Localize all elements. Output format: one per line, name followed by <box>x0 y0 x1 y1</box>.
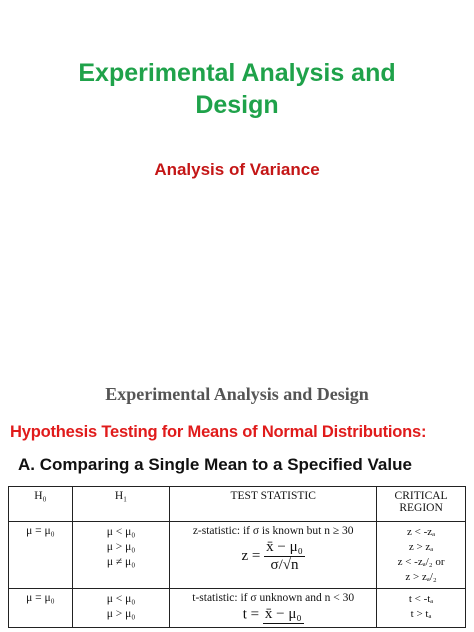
header-h0: H₀ <box>9 487 73 522</box>
critical-value: z > zₐ/₂ <box>405 571 437 583</box>
cell-test-statistic <box>170 522 377 589</box>
header-test-statistic: TEST STATISTIC <box>170 487 377 522</box>
slide-subtitle: Analysis of Variance <box>154 160 320 179</box>
hypothesis-table <box>8 486 466 628</box>
h1-option: μ ≠ μ₀ <box>106 556 136 568</box>
cell-critical-region <box>377 589 466 628</box>
slide-title-line1: Experimental Analysis and <box>78 59 396 87</box>
table-header-row <box>9 487 466 522</box>
z-formula <box>242 539 305 574</box>
cell-h0: μ = μ₀ <box>9 522 73 589</box>
table-row <box>9 589 466 628</box>
cell-h1 <box>72 522 169 589</box>
t-formula <box>243 606 304 624</box>
table-row <box>9 522 466 589</box>
formula-lhs: z = <box>241 547 261 564</box>
formula-fraction <box>264 539 305 574</box>
subsection-heading: A. Comparing a Single Mean to a Specified Value <box>18 455 412 474</box>
cell-h0: μ = μ₀ <box>9 589 73 628</box>
header-h1: H₁ <box>72 487 169 522</box>
cell-test-statistic <box>170 589 377 628</box>
formula-fraction <box>263 606 304 624</box>
slide-title-line2: Design <box>195 91 279 119</box>
formula-lhs: t = <box>242 606 260 623</box>
statistic-description: z-statistic: if σ is known but n ≥ 30 <box>192 525 354 537</box>
h1-option: μ > μ₀ <box>106 608 136 620</box>
course-title: Experimental Analysis and Design <box>105 384 369 404</box>
critical-value: z > zₐ <box>408 541 434 553</box>
h1-option: μ < μ₀ <box>106 526 136 538</box>
header-critical-region: CRITICAL REGION <box>377 487 466 522</box>
h1-option: μ < μ₀ <box>106 593 136 605</box>
critical-value: t > tₐ <box>410 608 432 620</box>
formula-denominator: σ/√n <box>270 557 299 573</box>
h1-option: μ > μ₀ <box>106 541 136 553</box>
formula-numerator: x̄ − μ₀ <box>264 606 302 622</box>
cell-critical-region <box>377 522 466 589</box>
section-heading: Hypothesis Testing for Means of Normal Distributions: <box>10 423 427 441</box>
cell-h1 <box>72 589 169 628</box>
critical-value: t < -tₐ <box>408 593 434 605</box>
critical-value: z < -zₐ/₂ or <box>397 556 445 568</box>
statistic-description: t-statistic: if σ unknown and n < 30 <box>192 592 355 604</box>
critical-value: z < -zₐ <box>406 526 436 538</box>
formula-numerator: x̄ − μ₀ <box>266 539 303 555</box>
